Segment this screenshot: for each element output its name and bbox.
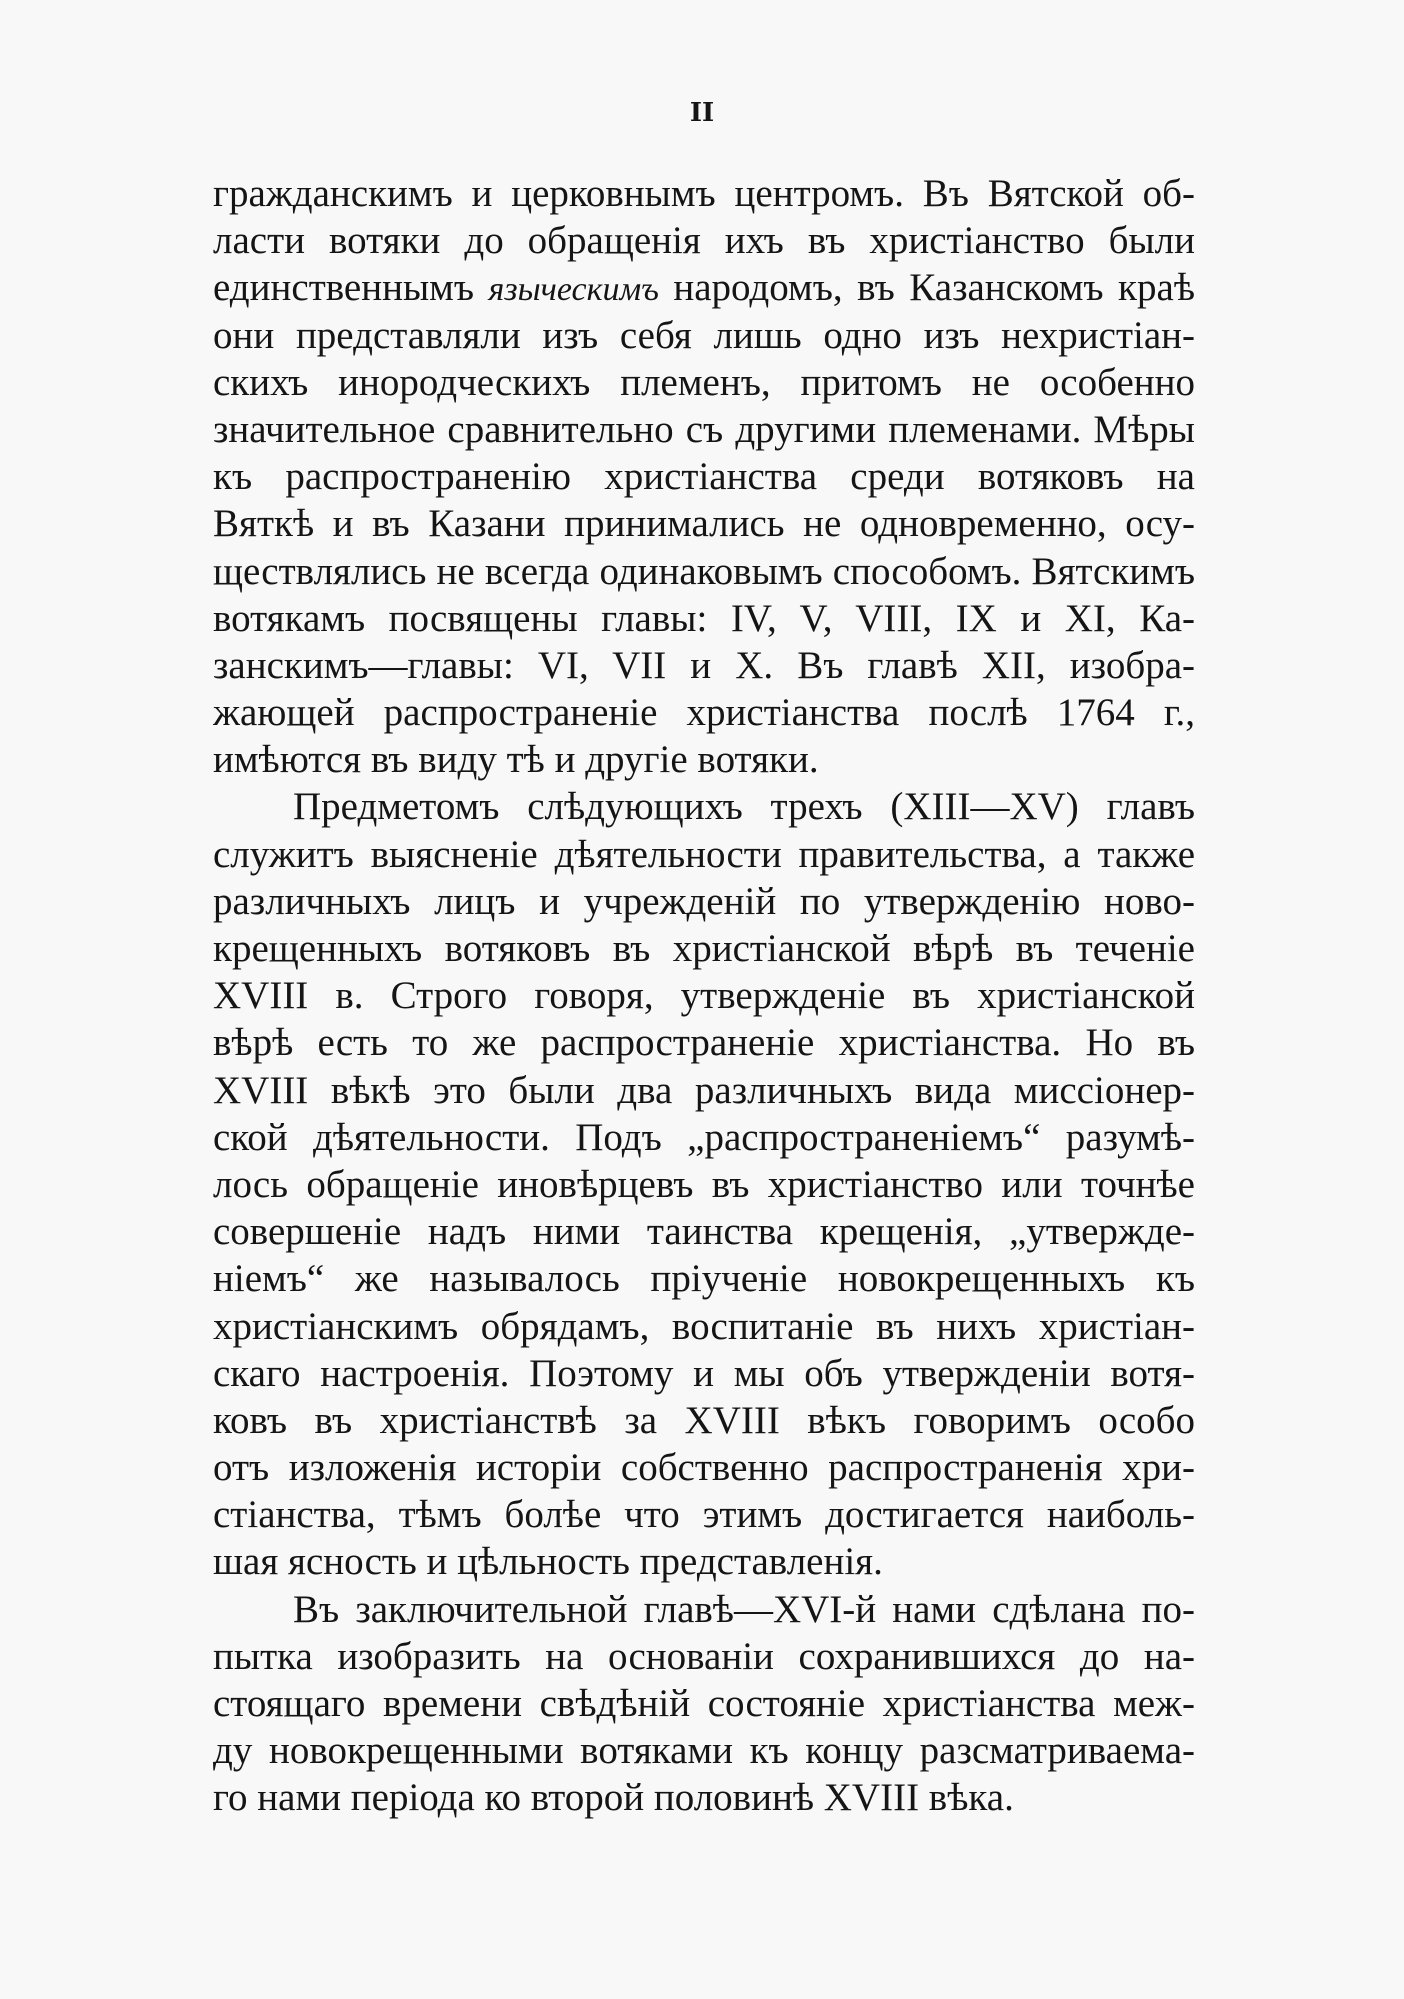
text-line: пытка изобразить на основаніи сохранившихся до на- — [213, 1634, 1195, 1678]
text-line: имѣются въ виду тѣ и другіе вотяки. — [213, 738, 819, 782]
text-line: Вяткѣ и въ Казани принимались не одновременно, осу- — [213, 502, 1195, 546]
text-line: лось обращеніе иновѣрцевъ въ христіанство или точнѣе — [213, 1162, 1195, 1206]
italic-word: языческимъ — [488, 271, 659, 309]
text-line: Предметомъ слѣдующихъ трехъ (XIII—XV) главъ — [293, 785, 1195, 829]
text-line: христіанскимъ обрядамъ, воспитаніе въ нихъ христіан- — [213, 1304, 1195, 1348]
text-line: XVIII в. Строго говоря, утвержденіе въ христіанской — [213, 974, 1195, 1018]
text-line: Въ заключительной главѣ—XVI-й нами сдѣлана по- — [293, 1587, 1195, 1631]
text-line: значительное сравнительно съ другими племенами. Мѣры — [213, 407, 1195, 451]
paragraph-3 — [213, 1586, 1195, 1822]
body-text — [213, 170, 1195, 1822]
text-line: шая ясность и цѣльность представленія. — [213, 1540, 883, 1584]
text-line: отъ изложенія исторіи собственно распространенія хри- — [213, 1446, 1195, 1490]
text-line: жающей распространеніе христіанства послѣ 1764 г., — [213, 691, 1195, 735]
text-run: народомъ, въ Казанскомъ краѣ — [658, 266, 1195, 310]
page-number: II — [689, 98, 715, 128]
text-line: ласти вотяки до обращенія ихъ въ христіанство были — [213, 219, 1195, 263]
text-line — [213, 264, 1195, 311]
text-line: крещенныхъ вотяковъ въ христіанской вѣрѣ въ теченіе — [213, 927, 1195, 970]
text-line: ніемъ“ же называлось пріученіе новокрещенныхъ къ — [213, 1257, 1195, 1301]
text-line: ской дѣятельности. Подъ „распространеніемъ“ разумѣ- — [213, 1115, 1195, 1159]
text-line: ществлялись не всегда одинаковымъ способомъ. Вятскимъ — [213, 549, 1195, 593]
text-line: къ распространенію христіанства среди вотяковъ на — [213, 455, 1195, 499]
text-line: ковъ въ христіанствѣ за XVIII вѣкъ говоримъ особо — [213, 1398, 1195, 1442]
text-line: скаго настроенія. Поэтому и мы объ утвержденіи вотя- — [213, 1351, 1195, 1395]
paragraph-1 — [213, 170, 1195, 783]
text-line: гражданскимъ и церковнымъ центромъ. Въ Вятской об- — [213, 172, 1195, 215]
text-line: скихъ инородческихъ племенъ, притомъ не особенно — [213, 360, 1195, 404]
text-run: единственнымъ — [213, 266, 489, 310]
text-line: XVIII вѣкѣ это были два различныхъ вида миссіонер- — [213, 1068, 1195, 1112]
text-line: вотякамъ посвящены главы: IV, V, VIII, IX и XI, Ка- — [213, 596, 1195, 640]
text-line: служитъ выясненіе дѣятельности правительства, а также — [213, 832, 1195, 876]
text-line: вѣрѣ есть то же распространеніе христіанства. Но въ — [213, 1021, 1195, 1065]
text-line: стоящаго времени свѣдѣній состояніе христіанства меж- — [213, 1682, 1195, 1725]
text-line: го нами періода ко второй половинѣ XVIII вѣка. — [213, 1776, 1014, 1820]
text-line: занскимъ—главы: VI, VII и X. Въ главѣ XII, изобра- — [213, 643, 1195, 687]
paragraph-2 — [213, 783, 1195, 1585]
text-line: они представляли изъ себя лишь одно изъ нехристіан- — [213, 313, 1195, 357]
text-line: совершеніе надъ ними таинства крещенія, „утвержде- — [213, 1210, 1195, 1254]
text-line: различныхъ лицъ и учрежденій по утвержденію ново- — [213, 879, 1195, 923]
text-line: стіанства, тѣмъ болѣе что этимъ достигается наиболь- — [213, 1493, 1195, 1537]
text-line: ду новокрещенными вотяками къ концу разсматриваема- — [213, 1729, 1195, 1773]
